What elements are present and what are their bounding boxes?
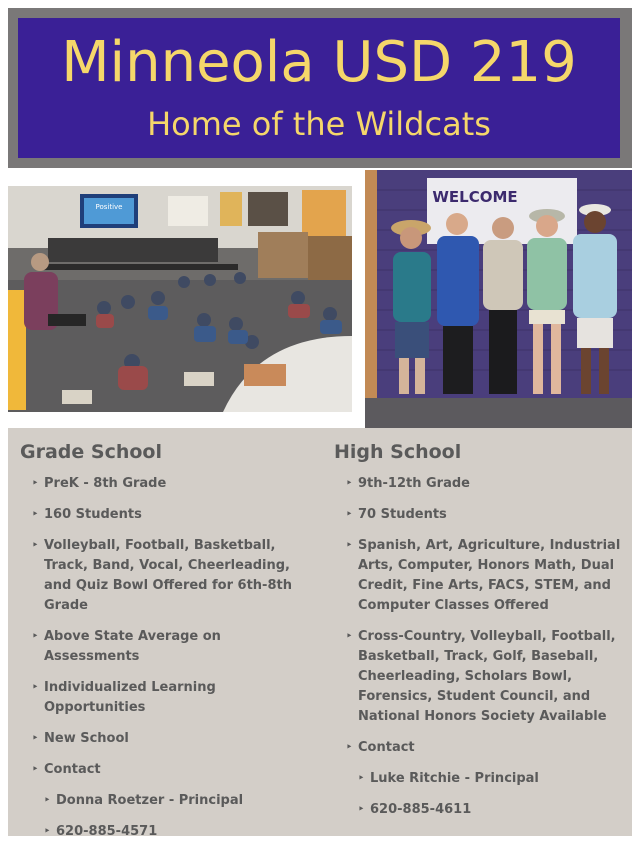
grade-school-list xyxy=(20,474,320,842)
grade-school-heading: Grade School xyxy=(20,441,162,463)
high-school-heading: High School xyxy=(334,441,462,463)
list-item: ‣ 9th-12th Grade xyxy=(334,474,626,494)
high-school-column xyxy=(334,440,626,831)
welcome-sign-text: WELCOME xyxy=(432,188,518,206)
district-title: Minneola USD 219 xyxy=(61,30,577,95)
list-item: ‣ 70 Students xyxy=(334,505,626,525)
contact-phone: ‣ 620-885-4571 xyxy=(20,822,320,842)
list-item: ‣ New School xyxy=(20,729,320,749)
contact-phone: ‣ 620-885-4611 xyxy=(334,800,626,820)
students-photo xyxy=(365,170,632,428)
contact-name: ‣ Donna Roetzer - Principal xyxy=(20,791,320,811)
list-item: ‣ Above State Average on Assessments xyxy=(20,627,320,667)
info-panel xyxy=(8,428,632,839)
list-item: ‣ Contact xyxy=(20,760,320,780)
district-subtitle: Home of the Wildcats xyxy=(147,105,491,143)
list-item: ‣ 160 Students xyxy=(20,505,320,525)
list-item: ‣ Cross-Country, Volleyball, Football, Basketball, Track, Golf, Baseball, Cheerleading, Scholars Bowl, Forensics, Student Council, and National Honors Society Available xyxy=(334,627,626,727)
list-item: ‣ Spanish, Art, Agriculture, Industrial Arts, Computer, Honors Math, Dual Credit, Fine Arts, FACS, STEM, and Computer Classes Offered xyxy=(334,536,626,616)
list-item: ‣ Contact xyxy=(334,738,626,758)
grade-school-column xyxy=(20,440,320,853)
high-school-list xyxy=(334,474,626,820)
banner xyxy=(18,18,620,158)
list-item: ‣ PreK - 8th Grade xyxy=(20,474,320,494)
classroom-screen-text: Positive xyxy=(95,203,123,211)
classroom-photo xyxy=(8,186,352,412)
list-item: ‣ Individualized Learning Opportunities xyxy=(20,678,320,718)
contact-name: ‣ Luke Ritchie - Principal xyxy=(334,769,626,789)
list-item: ‣ Volleyball, Football, Basketball, Track, Band, Vocal, Cheerleading, and Quiz Bowl Offered for 6th-8th Grade xyxy=(20,536,320,616)
